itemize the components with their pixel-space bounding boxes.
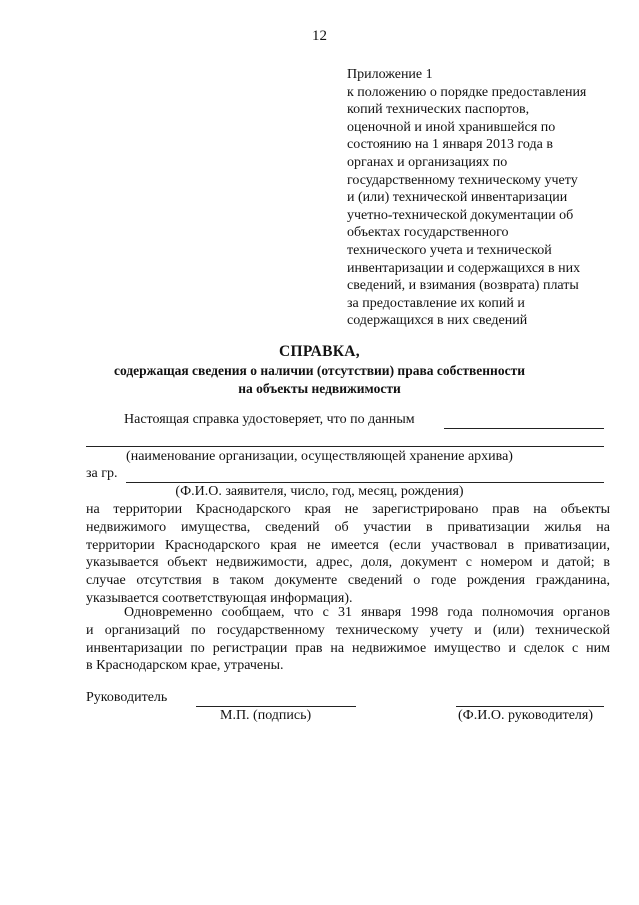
appendix-line: органах и организациях по [347,154,508,170]
signature-line [196,706,356,707]
applicant-hint: (Ф.И.О. заявителя, число, год, месяц, рождения) [175,484,464,499]
appendix-line: копий технических паспортов, [347,102,530,118]
paragraph-line: указывается соответствующая информация). [86,590,353,606]
paragraph-line: недвижимого имущества, сведений об участии в приватизации жилья на [86,519,610,535]
appendix-line: технического учета и технической [347,242,552,258]
appendix-line: и (или) технической инвентаризации [347,190,568,206]
appendix-line: состоянию на 1 января 2013 года в [347,137,553,153]
appendix-line: оценочной и иной хранившейся по [347,119,556,135]
appendix-line: государственному техническому учету [347,172,578,188]
paragraph-line: и организаций по государственному техническому учету и (или) технической [86,622,610,638]
name-line [456,706,604,707]
archive-source-blank [444,428,604,429]
paragraph-line: на территории Краснодарского края не зарегистрировано прав на объекты [86,502,610,517]
appendix-line: сведений, и взимания (возврата) платы [347,278,579,294]
paragraph-authority-notice [86,604,610,675]
appendix-header [347,66,586,330]
document-heading [0,342,639,397]
document-subtitle-line: содержащая сведения о наличии (отсутствии) права собственности [114,363,525,378]
page-number: 12 [312,28,327,44]
manager-name-hint: (Ф.И.О. руководителя) [458,708,593,723]
appendix-line: Приложение 1 [347,67,433,82]
intro-text: Настоящая справка удостоверяет, что по данным [124,412,415,427]
document-title: СПРАВКА, [279,343,360,360]
organization-name-line [86,446,604,447]
paragraph-line: Одновременно сообщаем, что с 31 января 1998 года полномочия органов [124,605,610,620]
signature-role: Руководитель [86,690,168,705]
appendix-line: учетно-технической документации об [347,207,574,223]
paragraph-line: случае отсутствия в таком документе сведений о годе рождения гражданина, [86,573,610,589]
paragraph-property-rights [86,501,610,608]
organization-hint: (наименование организации, осуществляющей хранение архива) [126,449,513,464]
appendix-line: за предоставление их копий и [347,295,525,311]
paragraph-line: в Краснодарском крае, утрачены. [86,658,284,674]
paragraph-line: инвентаризации по регистрации прав на недвижимое имущество и сделок с ним [86,640,610,656]
paragraph-line: указывается объект недвижимости, адрес, доля, документ с номером и датой; в [86,555,610,571]
stamp-signature-hint: М.П. (подпись) [220,708,312,723]
appendix-line: инвентаризации и содержащихся в них [347,260,581,276]
appendix-line: объектах государственного [347,225,509,241]
document-subtitle-line: на объекты недвижимости [238,380,401,396]
paragraph-line: территории Краснодарского края не имеется (если участвовал в приватизации, [86,537,610,553]
applicant-name-line [126,482,604,483]
applicant-prefix: за гр. [86,466,118,481]
appendix-line: содержащихся в них сведений [347,313,528,329]
appendix-line: к положению о порядке предоставления [347,84,587,100]
